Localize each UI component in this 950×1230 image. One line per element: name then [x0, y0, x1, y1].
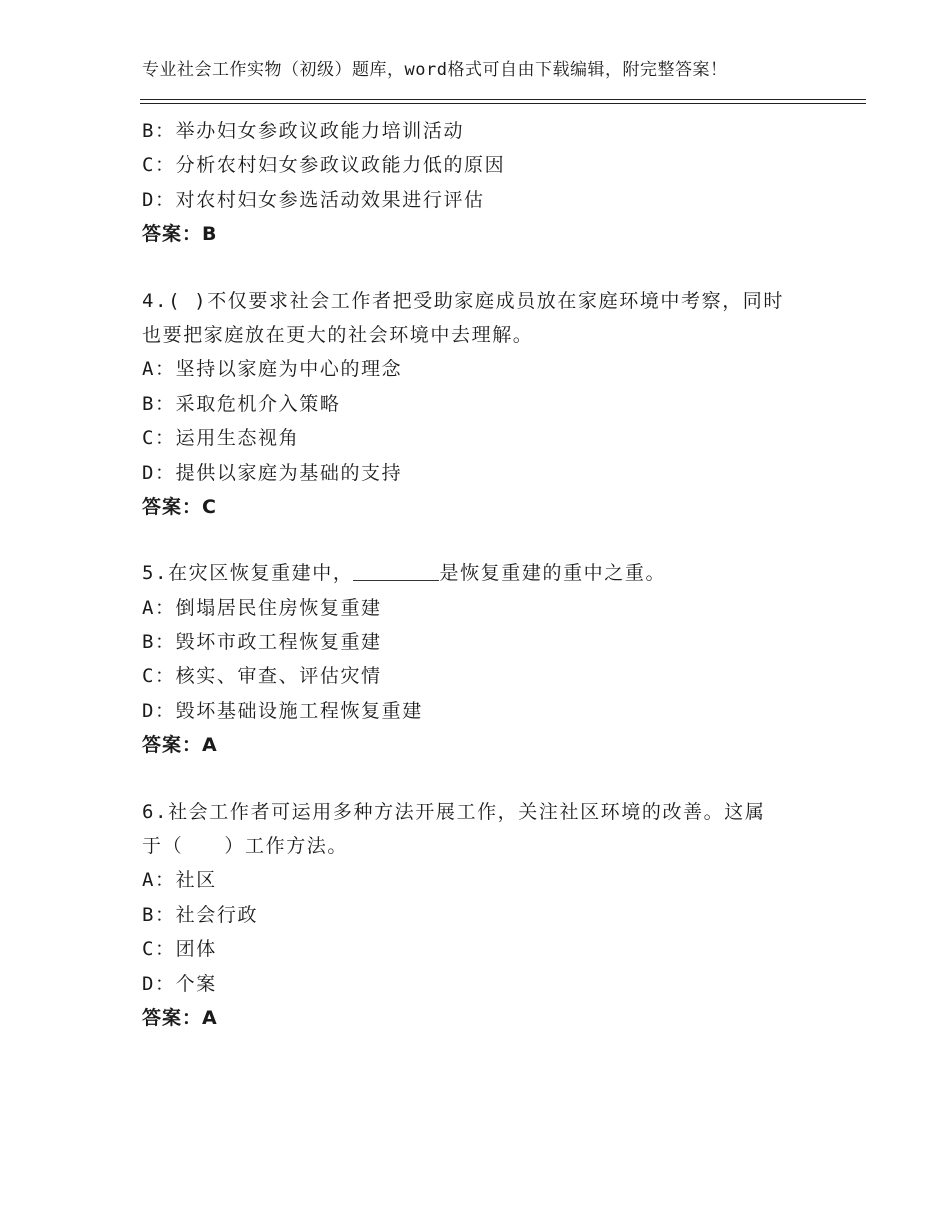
q4-option-c: C：运用生态视角: [142, 427, 300, 450]
q6-stem-line-2: 于（ ）工作方法。: [142, 835, 349, 858]
q5-option-a: A：倒塌居民住房恢复重建: [142, 596, 382, 619]
fill-in-blank: [353, 562, 439, 581]
document-header: 专业社会工作实物（初级）题库，word格式可自由下载编辑，附完整答案！: [142, 60, 728, 80]
q3-option-d: D：对农村妇女参选活动效果进行评估: [142, 188, 485, 211]
question-gap: [142, 763, 842, 795]
q6-option-b: B：社会行政: [142, 903, 259, 926]
q6-option-c: C：团体: [142, 938, 217, 961]
q3-option-c: C：分析农村妇女参政议政能力低的原因: [142, 154, 506, 177]
q5-stem-before: 5.在灾区恢复重建中，: [142, 562, 354, 585]
q4-option-a: A：坚持以家庭为中心的理念: [142, 358, 403, 381]
q4-answer: 答案：C: [142, 495, 217, 518]
q5-stem: [142, 556, 842, 590]
q4-option-d: D：提供以家庭为基础的支持: [142, 461, 403, 484]
header-divider-top: [140, 99, 866, 100]
q6-answer: 答案：A: [142, 1006, 218, 1029]
q6-stem-line-1: 6.社会工作者可运用多种方法开展工作，关注社区环境的改善。这属: [142, 800, 766, 823]
question-6-block: [142, 795, 842, 1036]
question-content: [142, 114, 842, 1035]
header-divider-bottom: [140, 103, 866, 104]
q4-stem-line-1: 4.( )不仅要求社会工作者把受助家庭成员放在家庭环境中考察，同时: [142, 289, 784, 312]
question-gap: [142, 252, 842, 284]
q3-answer: 答案：B: [142, 223, 218, 246]
question-3-block: [142, 114, 842, 252]
question-4-block: [142, 284, 842, 525]
question-5-block: [142, 556, 842, 762]
q5-stem-after: 是恢复重建的重中之重。: [439, 562, 667, 585]
question-gap: [142, 524, 842, 556]
q3-option-b: B：举办妇女参政议政能力培训活动: [142, 120, 465, 142]
q6-option-a: A：社区: [142, 869, 217, 892]
q5-option-b: B：毁坏市政工程恢复重建: [142, 631, 382, 654]
q5-option-d: D：毁坏基础设施工程恢复重建: [142, 699, 423, 722]
q4-stem-line-2: 也要把家庭放在更大的社会环境中去理解。: [142, 323, 534, 346]
q5-option-c: C：核实、审查、评估灾情: [142, 665, 382, 688]
q4-option-b: B：采取危机介入策略: [142, 392, 341, 415]
q5-answer: 答案：A: [142, 734, 218, 757]
q6-option-d: D：个案: [142, 972, 217, 995]
